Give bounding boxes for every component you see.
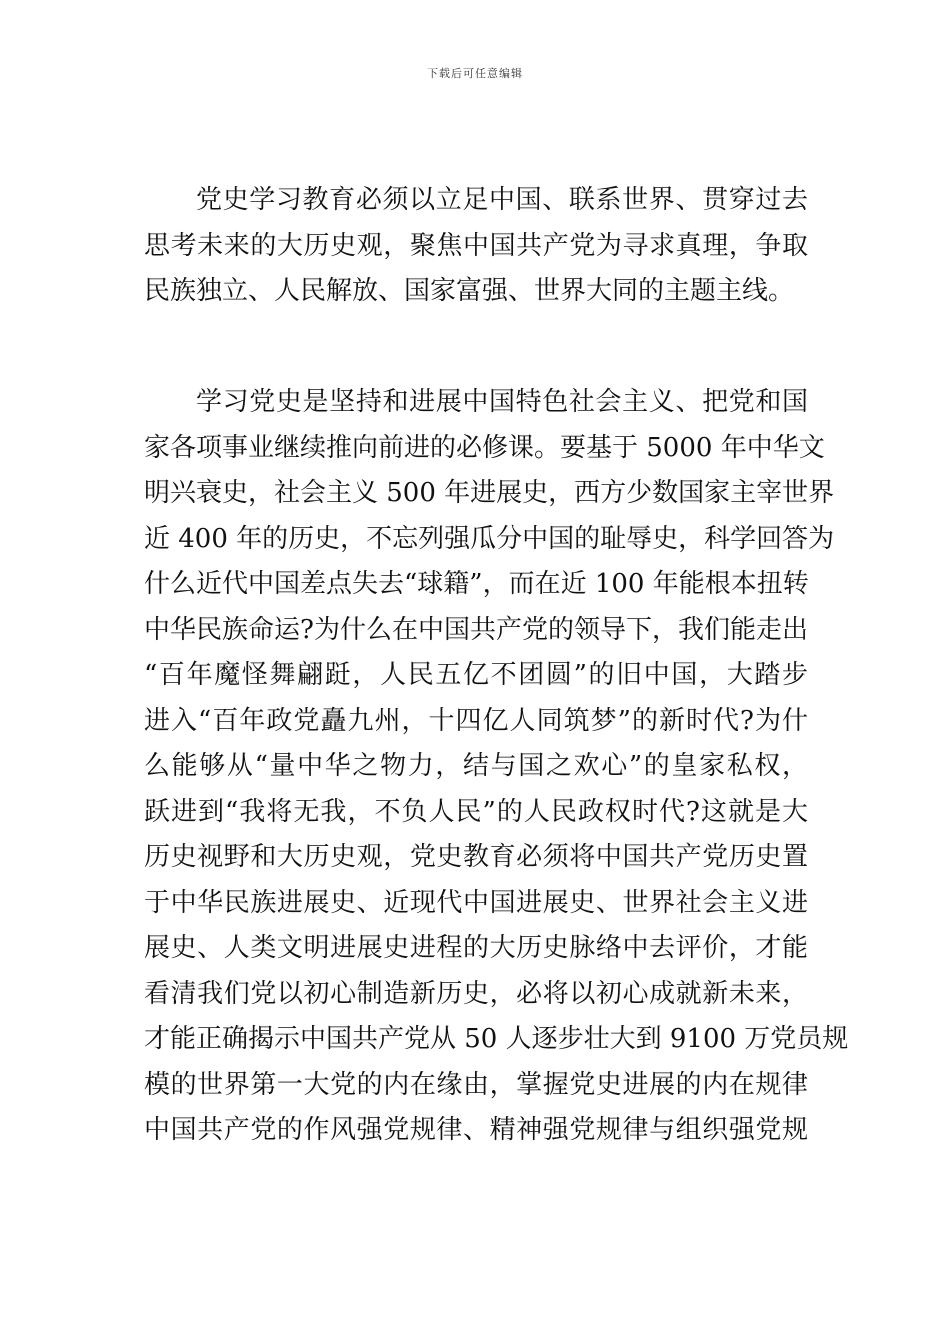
paragraph-line: 中华民族命运?为什么在中国共产党的领导下，我们能走出 [144, 614, 808, 645]
paragraph-line: 党史学习教育必须以立足中国、联系世界、贯穿过去 [196, 185, 808, 215]
paragraph-1 [144, 178, 808, 315]
paragraph-line: 于中华民族进展史、近现代中国进展史、世界社会主义进 [144, 887, 808, 918]
paragraph-line: 明兴衰史，社会主义 500 年进展史，西方少数国家主宰世界 [144, 478, 835, 508]
paragraph-line: “百年魔怪舞翩跹，人民五亿不团圆”的旧中国，大踏步 [144, 660, 808, 690]
paragraph-line: 历史视野和大历史观，党史教育必须将中国共产党历史置 [144, 842, 808, 872]
paragraph-line: 模的世界第一大党的内在缘由，掌握党史进展的内在规律 [144, 1069, 808, 1100]
paragraph-2 [144, 380, 849, 1154]
paragraph-line: 近 400 年的历史，不忘列强瓜分中国的耻辱史，科学回答为 [144, 523, 835, 554]
paragraph-line: 学习党史是坚持和进展中国特色社会主义、把党和国 [196, 387, 808, 417]
paragraph-line: 才能正确揭示中国共产党从 50 人逐步壮大到 9100 万党员规 [144, 1024, 849, 1054]
paragraph-line: 中国共产党的作风强党规律、精神强党规律与组织强党规 [144, 1115, 808, 1145]
paragraph-line: 进入“百年政党矗九州，十四亿人同筑梦”的新时代?为什 [144, 705, 808, 736]
paragraph-line: 什么近代中国差点失去“球籍”，而在近 100 年能根本扭转 [144, 569, 809, 599]
paragraph-line: 民族独立、人民解放、国家富强、世界大同的主题主线。 [144, 276, 795, 306]
paragraph-line: 跃进到“我将无我，不负人民”的人民政权时代?这就是大 [144, 796, 808, 827]
paragraph-line: 思考未来的大历史观，聚焦中国共产党为寻求真理，争取 [144, 230, 808, 261]
paragraph-line: 展史、人类文明进展史进程的大历史脉络中去评价，才能 [144, 933, 808, 963]
paragraph-line: 家各项事业继续推向前进的必修课。要基于 5000 年中华文 [144, 432, 825, 463]
paragraph-line: 看清我们党以初心制造新历史，必将以初心成就新未来， [144, 978, 808, 1009]
paragraph-line: 么能够从“量中华之物力，结与国之欢心”的皇家私权， [144, 751, 808, 781]
page-header: 下载后可任意编辑 [427, 67, 523, 80]
